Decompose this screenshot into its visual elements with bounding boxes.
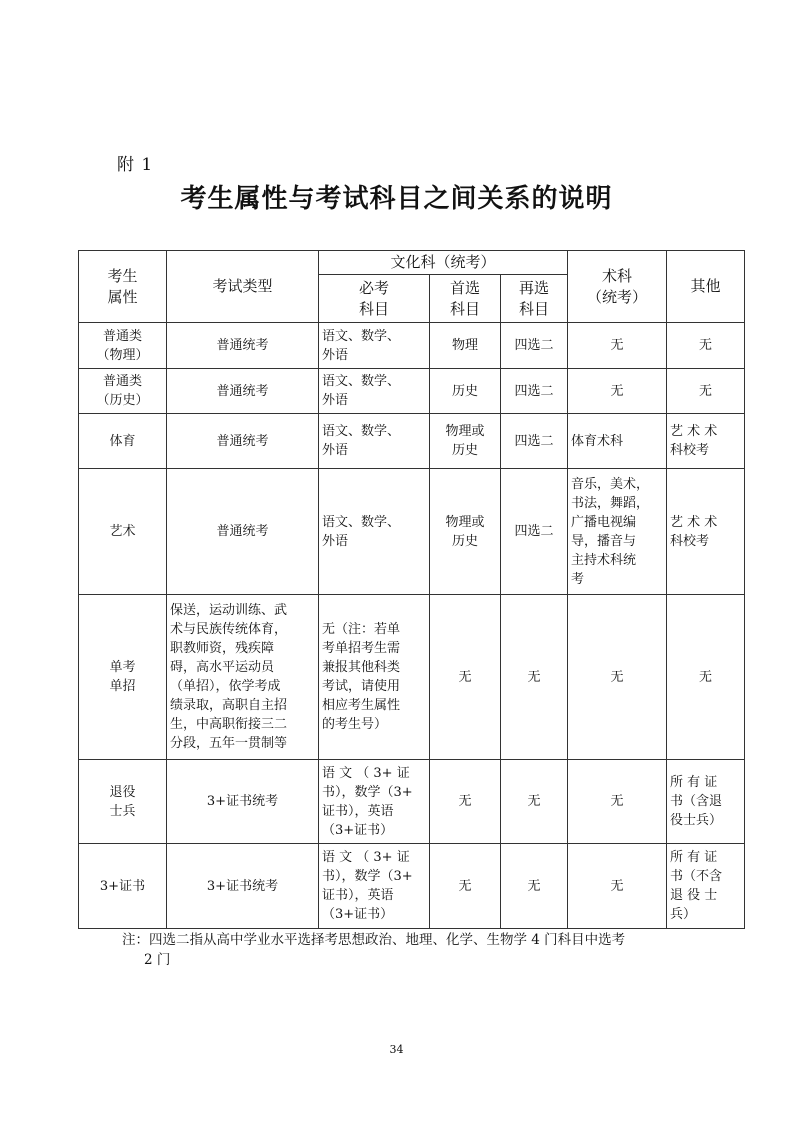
cell-attr: 体育 [79, 414, 167, 469]
header-second: 再选 科目 [501, 275, 568, 323]
cell-first: 无 [430, 844, 501, 929]
cell-second: 四选二 [501, 414, 568, 469]
cell-art: 无 [568, 844, 667, 929]
cell-second: 无 [501, 595, 568, 760]
cell-type: 普通统考 [167, 469, 319, 595]
cell-first: 无 [430, 595, 501, 760]
cell-first: 无 [430, 760, 501, 844]
cell-other: 所 有 证 书（含退 役士兵） [667, 760, 745, 844]
cell-required: 语文、数学、 外语 [319, 469, 430, 595]
cell-type: 3+证书统考 [167, 760, 319, 844]
cell-required: 语 文 （ 3+ 证 书），数学（3+ 证书），英语 （3+证书） [319, 760, 430, 844]
cell-art: 无 [568, 323, 667, 369]
cell-required: 语 文 （ 3+ 证 书），数学（3+ 证书），英语 （3+证书） [319, 844, 430, 929]
header-art: 术科 （统考） [568, 251, 667, 323]
header-culture: 文化科（统考） [319, 251, 568, 275]
table-row [79, 369, 745, 414]
table-row [79, 844, 745, 929]
cell-type: 保送，运动训练、武 术与民族传统体育， 职教师资，残疾障 碍，高水平运动员 （单招），依学考成 绩录取，高职自主招 生，中高职衔接三二 分段，五年一贯制等 [167, 595, 319, 760]
header-attr: 考生 属性 [79, 251, 167, 323]
cell-attr: 普通类 （历史） [79, 369, 167, 414]
cell-other: 艺 术 术 科校考 [667, 469, 745, 595]
cell-first: 物理 [430, 323, 501, 369]
header-required: 必考 科目 [319, 275, 430, 323]
cell-required: 语文、数学、 外语 [319, 414, 430, 469]
footnote [122, 930, 722, 970]
cell-required: 无（注：若单 考单招考生需 兼报其他科类 考试，请使用 相应考生属性 的考生号） [319, 595, 430, 760]
cell-art: 无 [568, 595, 667, 760]
cell-type: 普通统考 [167, 369, 319, 414]
cell-first: 历史 [430, 369, 501, 414]
document-title: 考生属性与考试科目之间关系的说明 [180, 184, 613, 214]
cell-other: 无 [667, 323, 745, 369]
table-row [79, 595, 745, 760]
cell-second: 无 [501, 844, 568, 929]
cell-other: 所 有 证 书（不含 退 役 士 兵） [667, 844, 745, 929]
table-row [79, 323, 745, 369]
header-other: 其他 [667, 251, 745, 323]
footnote-line-1: 注：四选二指从高中学业水平选择考思想政治、地理、化学、生物学 4 门科目中选考 [122, 932, 626, 948]
cell-attr: 艺术 [79, 469, 167, 595]
cell-type: 普通统考 [167, 414, 319, 469]
header-exam-type: 考试类型 [167, 251, 319, 323]
table-row [79, 414, 745, 469]
cell-type: 普通统考 [167, 323, 319, 369]
cell-required: 语文、数学、 外语 [319, 323, 430, 369]
cell-art: 体育术科 [568, 414, 667, 469]
cell-attr: 退役 士兵 [79, 760, 167, 844]
cell-attr: 单考 单招 [79, 595, 167, 760]
page-number: 34 [389, 1043, 404, 1056]
cell-required: 语文、数学、 外语 [319, 369, 430, 414]
cell-art: 无 [568, 760, 667, 844]
cell-attr: 普通类 （物理） [79, 323, 167, 369]
cell-art: 无 [568, 369, 667, 414]
cell-attr: 3+证书 [79, 844, 167, 929]
table-row [79, 469, 745, 595]
cell-first: 物理或 历史 [430, 469, 501, 595]
cell-second: 四选二 [501, 469, 568, 595]
cell-first: 物理或 历史 [430, 414, 501, 469]
footnote-line-2: 2 门 [144, 952, 171, 968]
exam-relation-table [78, 250, 745, 929]
header-first: 首选 科目 [430, 275, 501, 323]
cell-second: 四选二 [501, 323, 568, 369]
cell-type: 3+证书统考 [167, 844, 319, 929]
cell-second: 四选二 [501, 369, 568, 414]
cell-other: 艺 术 术 科校考 [667, 414, 745, 469]
cell-other: 无 [667, 595, 745, 760]
table-row [79, 760, 745, 844]
cell-second: 无 [501, 760, 568, 844]
annex-label: 附 1 [117, 155, 154, 175]
cell-other: 无 [667, 369, 745, 414]
cell-art: 音乐，美术， 书法，舞蹈， 广播电视编 导，播音与 主持术科统 考 [568, 469, 667, 595]
